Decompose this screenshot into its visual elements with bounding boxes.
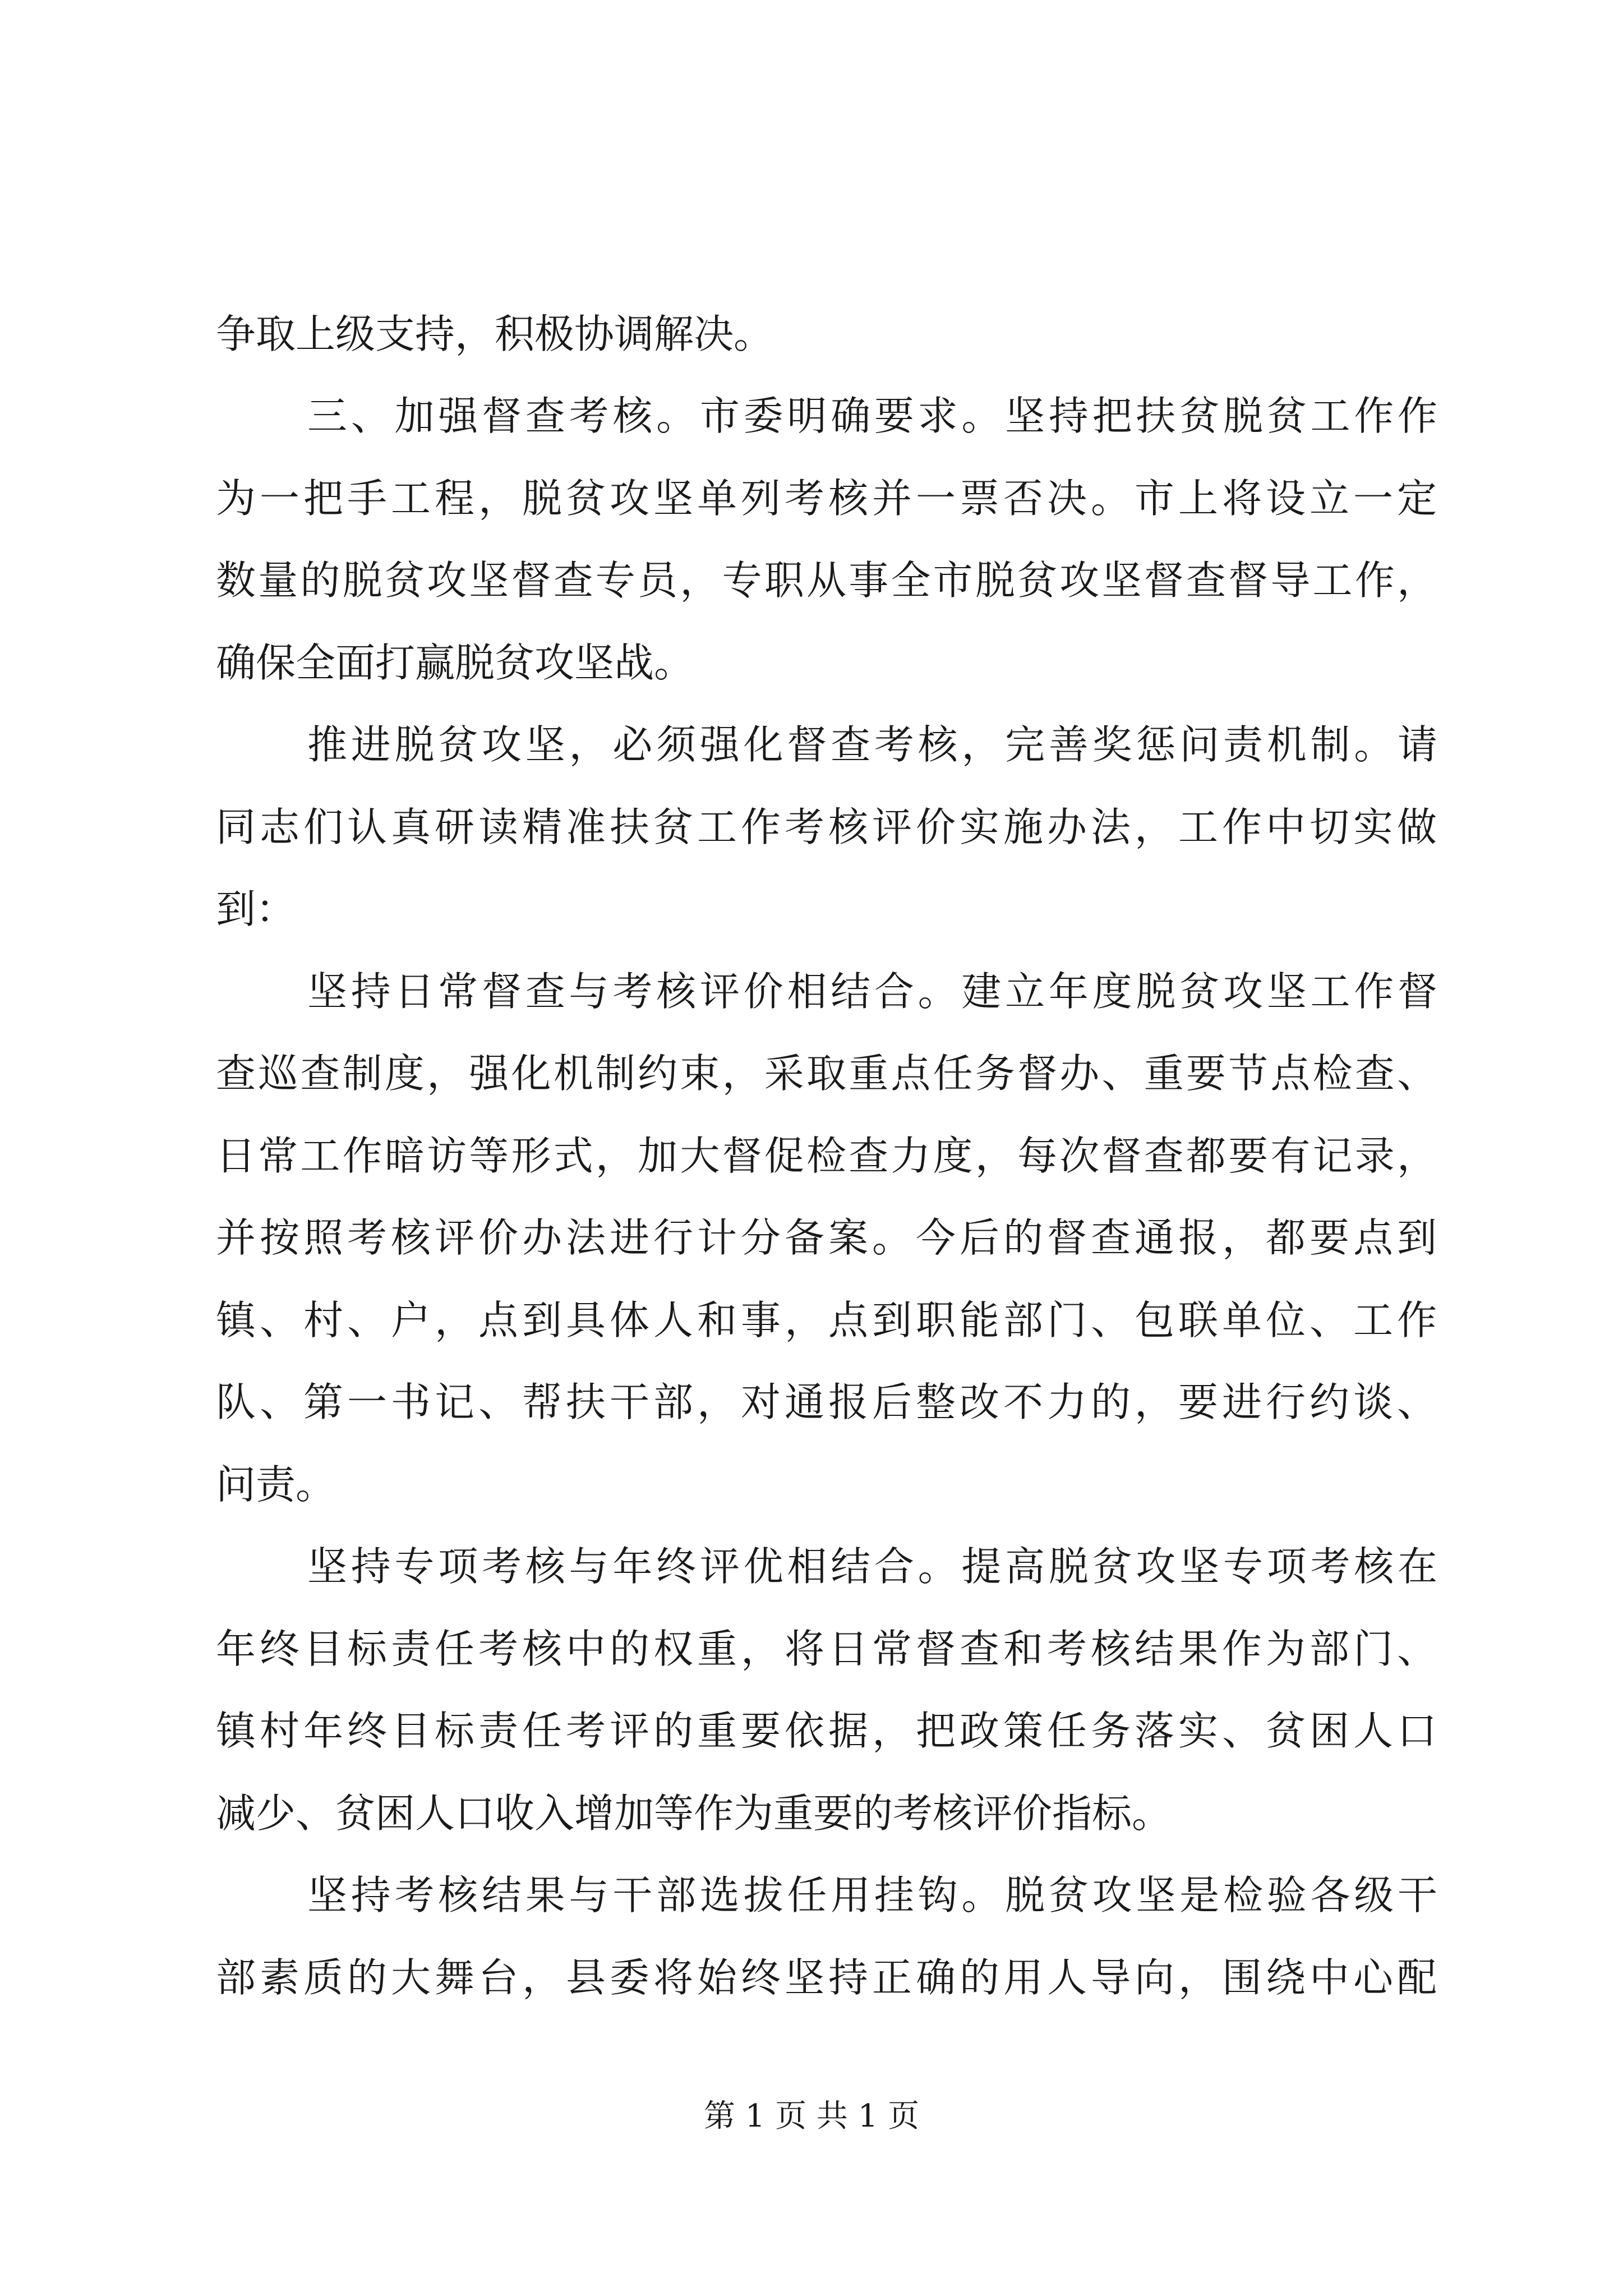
paragraph-4-line-4: 并按照考核评价办法进行计分备案。今后的督查通报，都要点到 bbox=[216, 1214, 1437, 1261]
paragraph-5-line-2: 年终目标责任考核中的权重，将日常督查和考核结果作为部门、 bbox=[216, 1626, 1437, 1672]
paragraph-4-line-1: 坚持日常督查与考核评价相结合。建立年度脱贫攻坚工作督 bbox=[307, 968, 1437, 1015]
paragraph-4-line-2: 查巡查制度，强化机制约束，采取重点任务督办、重要节点检查、 bbox=[216, 1050, 1437, 1097]
paragraph-5-line-3: 镇村年终目标责任考评的重要依据，把政策任务落实、贫困人口 bbox=[216, 1708, 1437, 1754]
paragraph-2-line-3: 数量的脱贫攻坚督查专员，专职从事全市脱贫攻坚督查督导工作， bbox=[216, 557, 1437, 604]
paragraph-2-line-2: 为一把手工程，脱贫攻坚单列考核并一票否决。市上将设立一定 bbox=[216, 475, 1437, 522]
paragraph-4-line-6: 队、第一书记、帮扶干部，对通报后整改不力的，要进行约谈、 bbox=[216, 1379, 1437, 1425]
paragraph-4-line-5: 镇、村、户，点到具体人和事，点到职能部门、包联单位、工作 bbox=[216, 1297, 1437, 1343]
paragraph-3-line-3: 到： bbox=[216, 886, 296, 932]
paragraph-5-line-1: 坚持专项考核与年终评优相结合。提高脱贫攻坚专项考核在 bbox=[307, 1543, 1437, 1590]
paragraph-4-line-3: 日常工作暗访等形式，加大督促检查力度，每次督查都要有记录， bbox=[216, 1133, 1437, 1179]
paragraph-5-line-4: 减少、贫困人口收入增加等作为重要的考核评价指标。 bbox=[216, 1790, 1172, 1837]
paragraph-3-line-2: 同志们认真研读精准扶贫工作考核评价实施办法，工作中切实做 bbox=[216, 804, 1437, 850]
paragraph-2-line-1: 三、加强督查考核。市委明确要求。坚持把扶贫脱贫工作作 bbox=[307, 393, 1437, 439]
paragraph-2-line-4: 确保全面打赢脱贫攻坚战。 bbox=[216, 639, 694, 686]
paragraph-3-line-1: 推进脱贫攻坚，必须强化督查考核，完善奖惩问责机制。请 bbox=[307, 721, 1437, 768]
paragraph-1-line-1: 争取上级支持，积极协调解决。 bbox=[216, 311, 774, 357]
page-number-footer: 第 1 页 共 1 页 bbox=[703, 2098, 920, 2134]
paragraph-6-line-1: 坚持考核结果与干部选拔任用挂钩。脱贫攻坚是检验各级干 bbox=[307, 1872, 1437, 1918]
paragraph-4-line-7: 问责。 bbox=[216, 1461, 336, 1508]
paragraph-6-line-2: 部素质的大舞台，县委将始终坚持正确的用人导向，围绕中心配 bbox=[216, 1954, 1437, 2001]
